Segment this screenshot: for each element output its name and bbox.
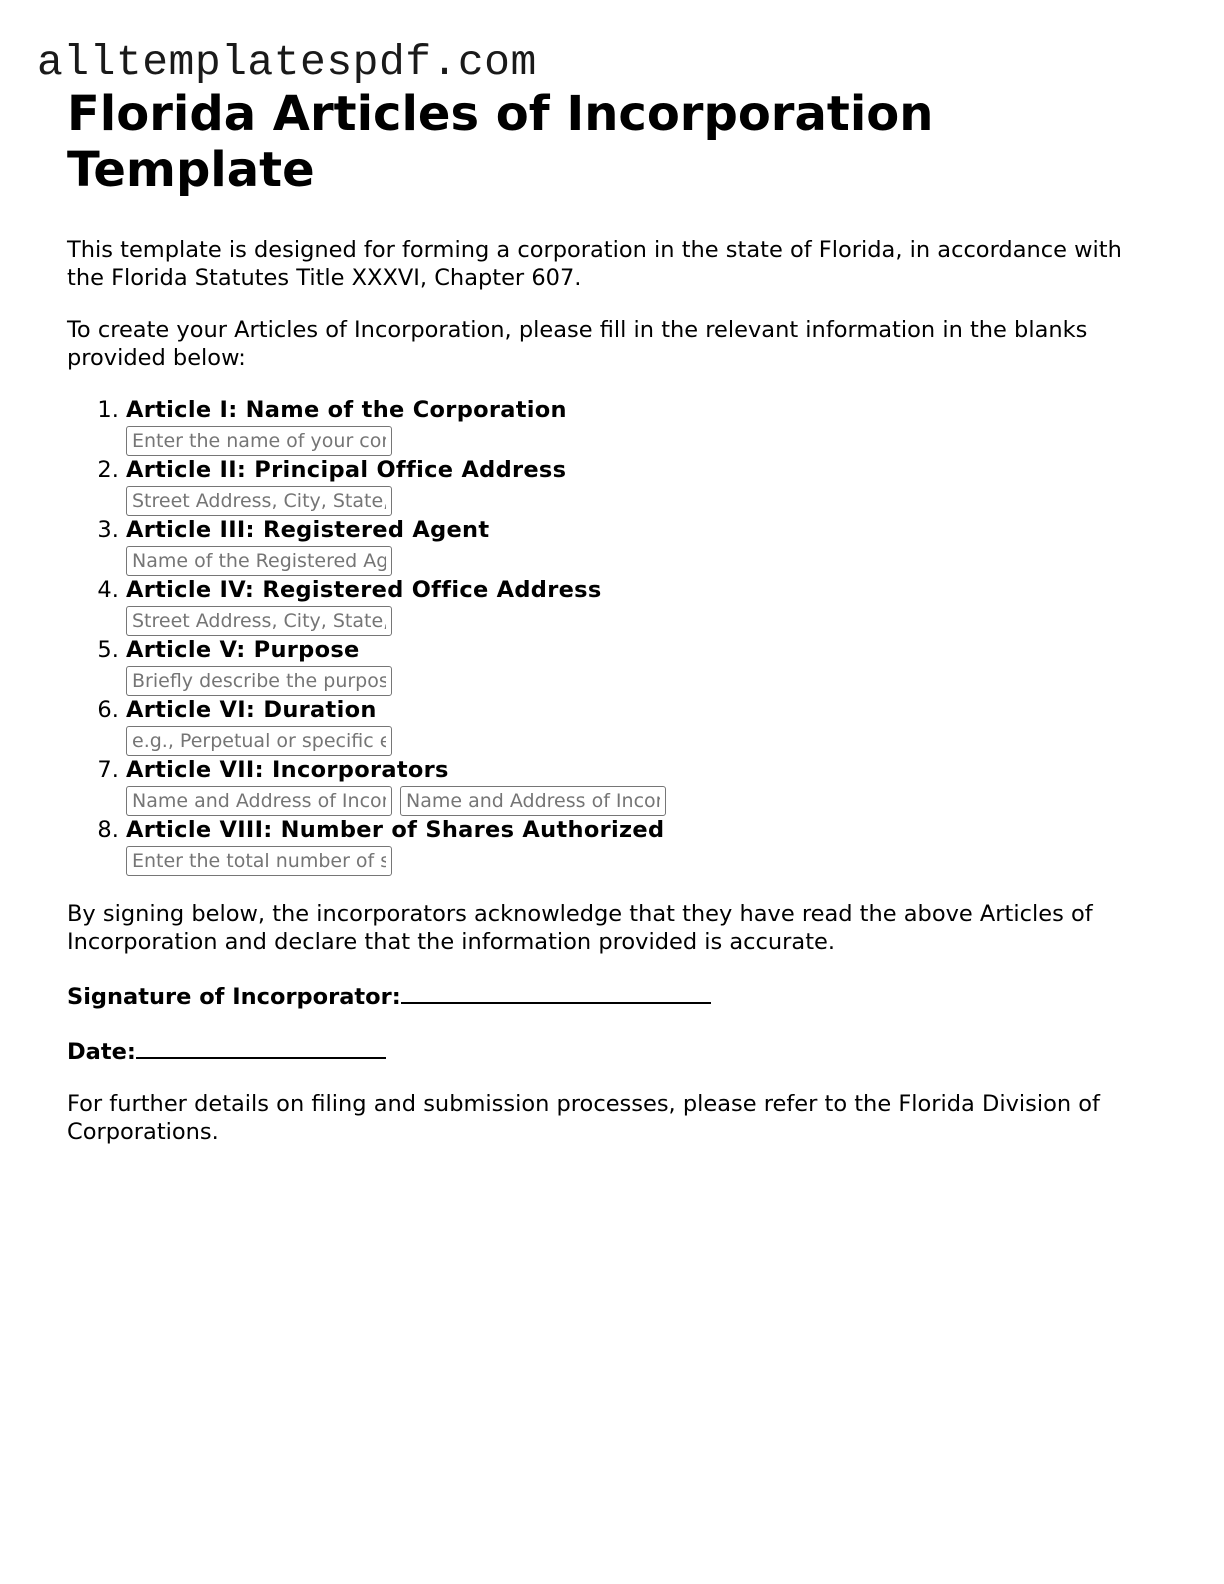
purpose-input[interactable] [126,666,392,696]
site-watermark: alltemplatespdf.com [37,38,537,87]
intro-paragraph: This template is designed for forming a corporation in the state of Florida, in accordance with the Florida Statutes Title XXXVI, Chapter 607. [67,237,1122,291]
article-fields [126,605,1157,636]
article-title: Article VI: Duration [126,697,377,723]
principal-office-address-input[interactable] [126,486,392,516]
article-fields [126,785,1157,816]
article-title: Article III: Registered Agent [126,517,490,543]
article-item-8 [126,816,1157,876]
registered-agent-input[interactable] [126,546,392,576]
article-item-6 [126,696,1157,756]
incorporator-1-input[interactable] [126,786,392,816]
shares-authorized-input[interactable] [126,846,392,876]
signature-blank[interactable] [401,980,711,1004]
article-fields [126,665,1157,696]
article-title: Article VIII: Number of Shares Authorized [126,817,665,843]
articles-list [67,396,1157,876]
corporation-name-input[interactable] [126,426,392,456]
document-body [67,86,1157,1146]
instructions-paragraph: To create your Articles of Incorporation, please fill in the relevant information in the blanks provided below: [67,317,1088,371]
article-title: Article II: Principal Office Address [126,457,567,483]
signature-label: Signature of Incorporator: [67,984,401,1010]
article-item-2 [126,456,1157,516]
signature-line [67,980,1157,1011]
article-title: Article V: Purpose [126,637,360,663]
article-item-4 [126,576,1157,636]
date-line [67,1035,1157,1066]
article-title: Article I: Name of the Corporation [126,397,567,423]
registered-office-address-input[interactable] [126,606,392,636]
article-fields [126,725,1157,756]
article-item-7 [126,756,1157,816]
closing-note: For further details on filing and submission processes, please refer to the Florida Division of Corporations. [67,1091,1100,1145]
article-title: Article IV: Registered Office Address [126,577,602,603]
article-item-3 [126,516,1157,576]
incorporator-2-input[interactable] [400,786,666,816]
article-fields [126,845,1157,876]
article-fields [126,545,1157,576]
article-item-1 [126,396,1157,456]
article-item-5 [126,636,1157,696]
article-fields [126,425,1157,456]
duration-input[interactable] [126,726,392,756]
acknowledgement-paragraph: By signing below, the incorporators acknowledge that they have read the above Articles of Incorporation and declare that the information provided is accurate. [67,901,1093,955]
date-blank[interactable] [136,1035,386,1059]
date-label: Date: [67,1039,136,1065]
article-title: Article VII: Incorporators [126,757,449,783]
page-title: Florida Articles of Incorporation Template [67,86,934,198]
article-fields [126,485,1157,516]
